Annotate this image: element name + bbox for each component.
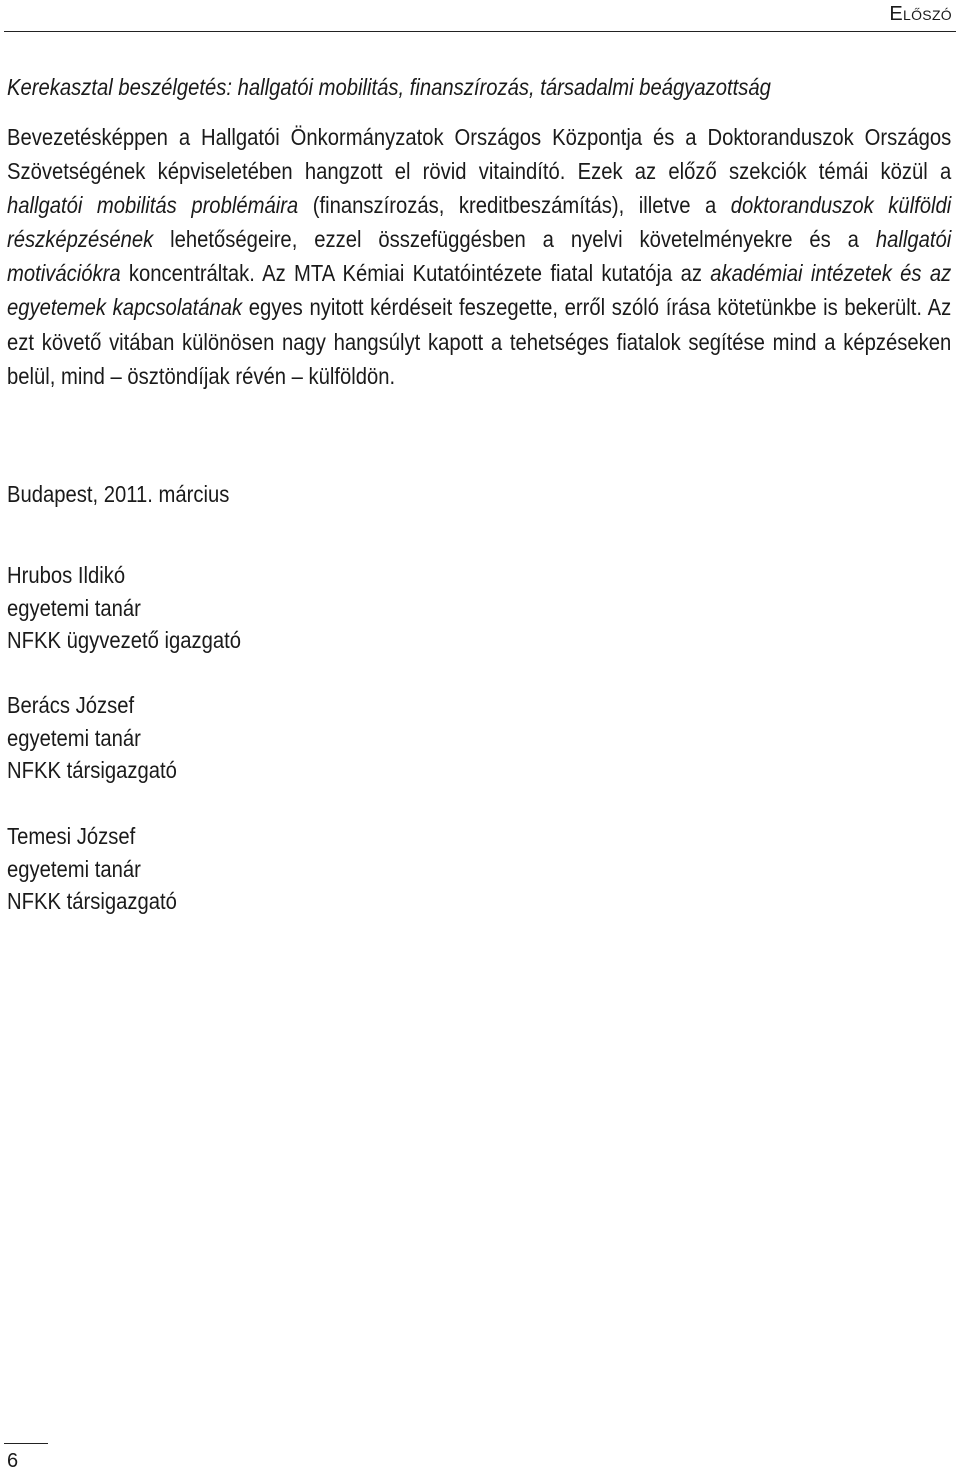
signatory-block [7,559,241,657]
signatory-name: Hrubos Ildikó [7,562,126,588]
signatory-name: Temesi József [7,823,136,849]
paragraph-emphasis: hallgatói motivációkra [7,226,952,287]
signatory-name: Berács József [7,692,135,718]
signatory-block [7,689,177,787]
footer-divider [4,1443,48,1444]
signatory-title: egyetemi tanár [7,594,141,621]
paragraph-text: lehetőségeire, ezzel összefüggésben a nyelvi követelményekre és a [153,226,876,253]
signatory-title: egyetemi tanár [7,724,141,751]
header-divider [4,31,956,32]
place-date: Budapest, 2011. március [7,481,230,507]
paragraph-text: egyes nyitott kérdéseit feszegette, erről szóló írása kötetünkbe is bekerült. Az ezt követő vitában különösen nagy hangsúlyt kapott a tehetséges fiatalok segítése mind a képzéseken belül, mind – ösztöndíjak révén – külföldön. [7,294,952,389]
section-title: Kerekasztal beszélgetés: hallgatói mobilitás, finanszírozás, társadalmi beágyazottság [7,74,771,100]
paragraph-text: (finanszírozás, kreditbeszámítás), illetve a [298,192,731,219]
page-number: 6 [7,1450,19,1472]
signatory-block [7,820,177,918]
signatory-role: NFKK társigazgató [7,757,177,783]
signatory-role: NFKK társigazgató [7,888,177,914]
signatory-title: egyetemi tanár [7,855,141,882]
paragraph-emphasis: hallgatói mobilitás problémáira [7,192,299,219]
signatory-role: NFKK ügyvezető igazgató [7,627,242,653]
body-paragraph [7,120,951,393]
paragraph-text: koncentráltak. Az MTA Kémiai Kutatóintézete fiatal kutatója az [120,260,711,287]
paragraph-emphasis: akadémiai intézetek és az egyetemek kapcsolatának [7,260,952,321]
running-header: Előszó [889,3,952,25]
paragraph-emphasis: doktoranduszok külföldi részképzésének [7,192,952,253]
paragraph-text: Bevezetésképpen a Hallgatói Önkormányzatok Országos Központja és a Doktoranduszok Országos Szövetségének képviseletében hangzott el rövid vitaindító. Ezek az előző szekciók témái közül a [7,124,952,185]
